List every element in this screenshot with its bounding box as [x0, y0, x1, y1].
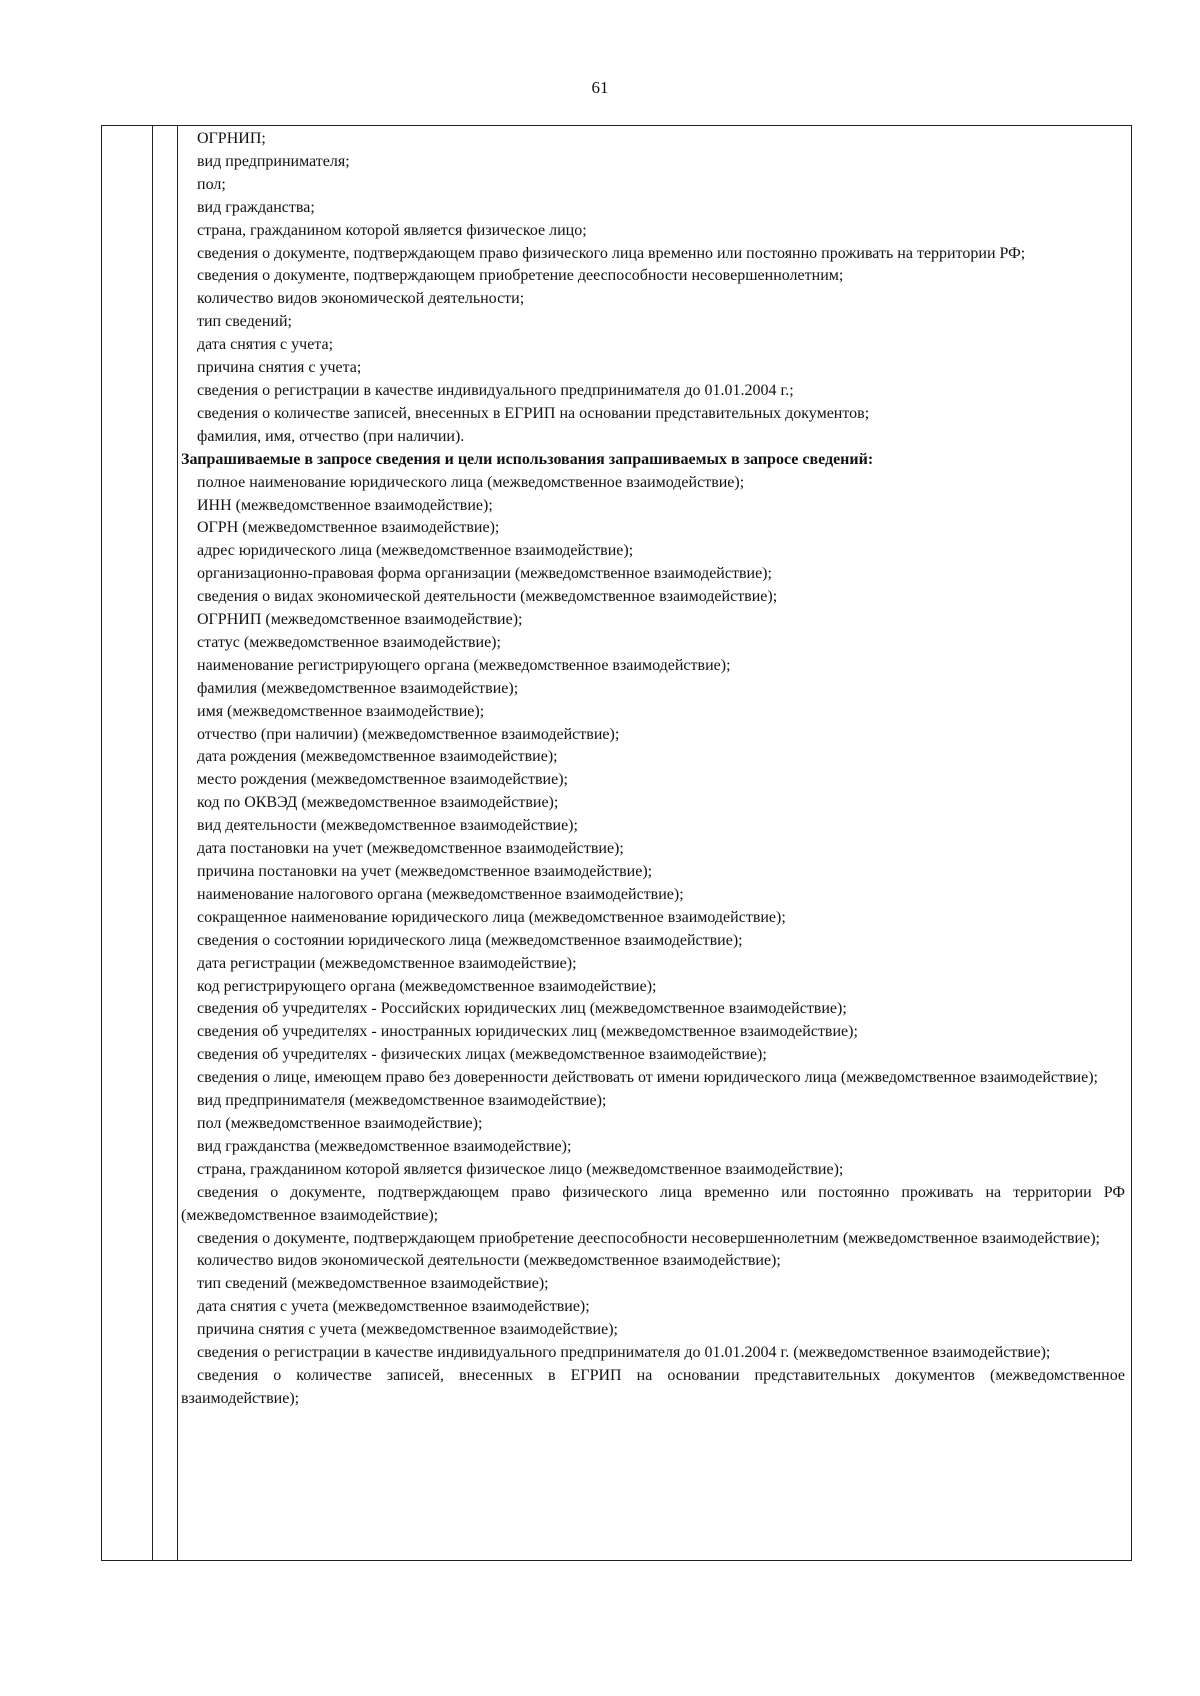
- field-list-after: [181, 472, 1125, 1411]
- list-item: вид предпринимателя (межведомственное взаимодействие);: [197, 1092, 607, 1110]
- list-item: сведения о лице, имеющем право без доверенности действовать от имени юридического лица (межведомственное взаимодействие);: [197, 1069, 1098, 1087]
- list-item: вид гражданства (межведомственное взаимодействие);: [197, 1137, 572, 1155]
- list-item: сведения о документе, подтверждающем право физического лица временно или постоянно проживать на территории РФ;: [197, 244, 1026, 262]
- list-item: дата снятия с учета (межведомственное взаимодействие);: [197, 1298, 590, 1316]
- list-item: причина постановки на учет (межведомственное взаимодействие);: [197, 863, 653, 880]
- list-item: место рождения (межведомственное взаимодействие);: [197, 771, 568, 789]
- list-item: сведения о регистрации в качестве индивидуального предпринимателя до 01.01.2004 г. (межведомственное взаимодействие);: [197, 1344, 1051, 1362]
- document-table: [101, 125, 1132, 1561]
- page-number: 61: [591, 78, 609, 97]
- section-heading: Запрашиваемые в запросе сведения и цели использования запрашиваемых в запросе сведений:: [181, 450, 874, 468]
- list-item: фамилия (межведомственное взаимодействие);: [197, 679, 519, 697]
- list-item: имя (межведомственное взаимодействие);: [197, 702, 485, 720]
- list-item: дата постановки на учет (межведомственное взаимодействие);: [197, 840, 624, 858]
- list-item: сведения о документе, подтверждающем приобретение дееспособности несовершеннолетним;: [197, 267, 844, 285]
- list-item: дата регистрации (межведомственное взаимодействие);: [197, 954, 577, 972]
- list-item: пол (межведомственное взаимодействие);: [197, 1114, 483, 1132]
- list-item: сведения об учредителях - физических лицах (межведомственное взаимодействие);: [197, 1046, 767, 1064]
- list-item: организационно-правовая форма организации (межведомственное взаимодействие);: [197, 565, 772, 583]
- list-item: тип сведений (межведомственное взаимодействие);: [197, 1275, 549, 1293]
- list-item: вид предпринимателя;: [197, 152, 350, 170]
- list-item: пол;: [197, 175, 226, 193]
- table-content-cell: [181, 128, 1125, 1411]
- list-item: количество видов экономической деятельности (межведомственное взаимодействие);: [197, 1252, 781, 1270]
- list-item: фамилия, имя, отчество (при наличии).: [197, 427, 465, 445]
- list-item: тип сведений;: [197, 313, 292, 331]
- list-item: причина снятия с учета (межведомственное взаимодействие);: [197, 1321, 618, 1339]
- field-list-before: [181, 128, 1125, 449]
- list-item: код по ОКВЭД (межведомственное взаимодействие);: [197, 794, 559, 812]
- list-item: страна, гражданином которой является физическое лицо;: [197, 221, 587, 239]
- list-item: сведения о количестве записей, внесенных в ЕГРИП на основании представительных документов (межведомственное взаимодействие);: [181, 1366, 1125, 1407]
- list-item: дата рождения (межведомственное взаимодействие);: [197, 748, 558, 766]
- list-item: полное наименование юридического лица (межведомственное взаимодействие);: [197, 473, 745, 491]
- list-item: причина снятия с учета;: [197, 359, 362, 377]
- list-item: ОГРНИП (межведомственное взаимодействие);: [197, 611, 523, 629]
- list-item: сведения о состоянии юридического лица (межведомственное взаимодействие);: [197, 931, 743, 949]
- list-item: наименование регистрирующего органа (межведомственное взаимодействие);: [197, 656, 731, 674]
- list-item: сведения о количестве записей, внесенных в ЕГРИП на основании представительных документов;: [197, 404, 870, 422]
- list-item: вид деятельности (межведомственное взаимодействие);: [197, 817, 578, 835]
- list-item: сведения о видах экономической деятельности (межведомственное взаимодействие);: [197, 588, 778, 606]
- list-item: отчество (при наличии) (межведомственное взаимодействие);: [197, 725, 620, 743]
- list-item: сведения о документе, подтверждающем приобретение дееспособности несовершеннолетним (межведомственное взаимодействие);: [197, 1229, 1100, 1247]
- list-item: сведения об учредителях - Российских юридических лиц (межведомственное взаимодействие);: [197, 1000, 847, 1018]
- list-item: сокращенное наименование юридического лица (межведомственное взаимодействие);: [197, 908, 786, 926]
- list-item: страна, гражданином которой является физическое лицо (межведомственное взаимодействие);: [197, 1160, 844, 1178]
- table-column-divider: [177, 126, 178, 1560]
- list-item: дата снятия с учета;: [197, 336, 334, 354]
- list-item: ОГРНИП;: [197, 130, 266, 147]
- list-item: наименование налогового органа (межведомственное взаимодействие);: [197, 885, 684, 903]
- list-item: статус (межведомственное взаимодействие);: [197, 633, 501, 651]
- list-item: сведения о регистрации в качестве индивидуального предпринимателя до 01.01.2004 г.;: [197, 381, 794, 399]
- list-item: сведения о документе, подтверждающем право физического лица временно или постоянно проживать на территории РФ (межведомственное взаимодействие);: [181, 1183, 1125, 1224]
- list-item: сведения об учредителях - иностранных юридических лиц (межведомственное взаимодействие);: [197, 1023, 858, 1041]
- list-item: ИНН (межведомственное взаимодействие);: [197, 496, 493, 514]
- table-column-divider: [152, 126, 153, 1560]
- list-item: ОГРН (межведомственное взаимодействие);: [197, 519, 500, 537]
- list-item: количество видов экономической деятельности;: [197, 290, 525, 308]
- list-item: вид гражданства;: [197, 198, 315, 216]
- list-item: адрес юридического лица (межведомственное взаимодействие);: [197, 542, 634, 560]
- list-item: код регистрирующего органа (межведомственное взаимодействие);: [197, 977, 657, 995]
